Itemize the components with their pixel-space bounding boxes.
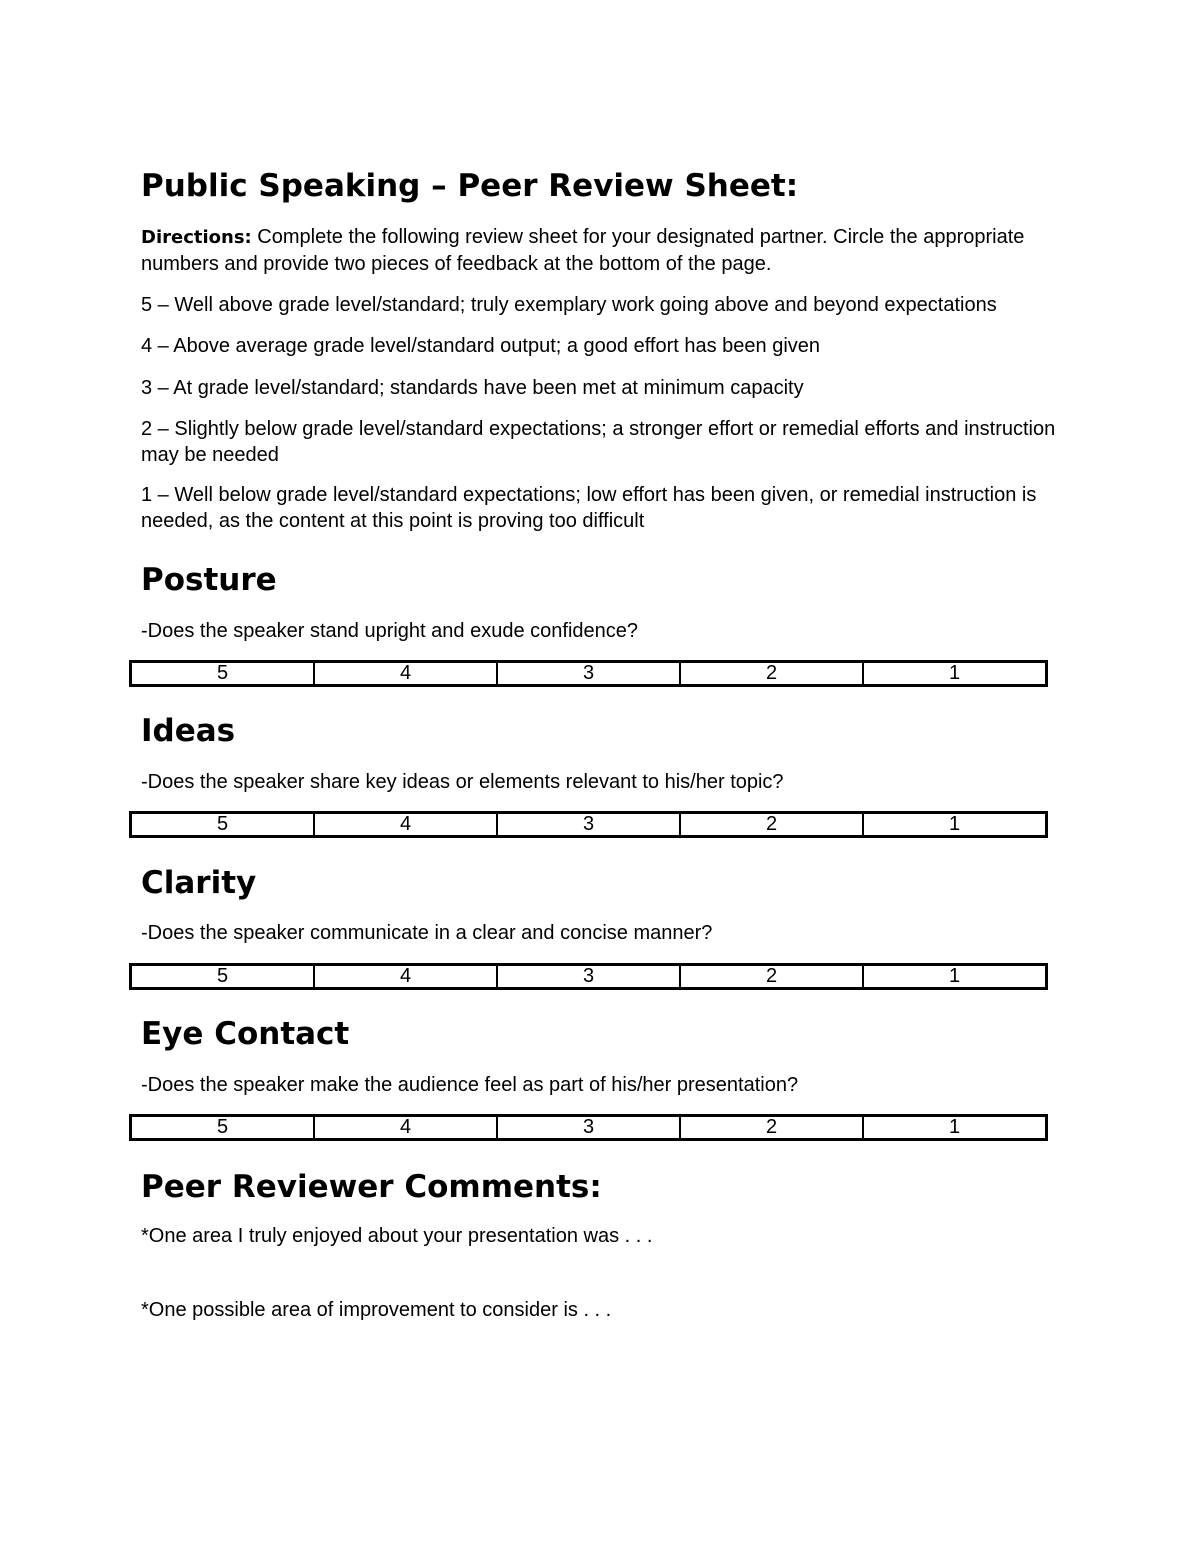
scale-item-1: 1 – Well below grade level/standard expectations; low effort has been given, or remedial instruction is needed, as the content at this point is proving too difficult	[141, 484, 1037, 532]
rating-option-5[interactable]: 5	[132, 663, 315, 684]
rating-option-5[interactable]: 5	[132, 1117, 315, 1138]
scale-item-4: 4 – Above average grade level/standard output; a good effort has been given	[141, 335, 821, 357]
comments-heading: Peer Reviewer Comments:	[141, 1169, 602, 1205]
rating-option-1[interactable]: 1	[948, 813, 961, 835]
rating-option-4[interactable]: 4	[315, 663, 498, 684]
rating-option-3[interactable]: 3	[498, 814, 681, 835]
section-heading-clarity: Clarity	[141, 865, 257, 901]
section-heading-posture: Posture	[141, 562, 277, 598]
rating-table-clarity	[129, 963, 1048, 990]
rating-option-3[interactable]: 3	[498, 663, 681, 684]
rating-option-1[interactable]: 1	[948, 1116, 961, 1138]
rating-option-3[interactable]: 3	[498, 966, 681, 987]
page-title: Public Speaking – Peer Review Sheet:	[141, 168, 799, 204]
rating-option-2[interactable]: 2	[681, 814, 864, 835]
section-question-eye-contact: -Does the speaker make the audience feel as part of his/her presentation?	[141, 1074, 799, 1096]
rating-option-4[interactable]: 4	[315, 1117, 498, 1138]
scale-item-5: 5 – Well above grade level/standard; truly exemplary work going above and beyond expectations	[141, 294, 997, 316]
rating-option-2[interactable]: 2	[681, 1117, 864, 1138]
rating-option-2[interactable]: 2	[681, 663, 864, 684]
comment-prompt-enjoyed: *One area I truly enjoyed about your presentation was . . .	[141, 1225, 653, 1247]
rating-option-5[interactable]: 5	[132, 814, 315, 835]
rating-table-ideas	[129, 811, 1048, 838]
section-question-posture: -Does the speaker stand upright and exude confidence?	[141, 620, 639, 642]
section-heading-eye-contact: Eye Contact	[141, 1016, 350, 1052]
rating-option-1[interactable]: 1	[948, 662, 961, 684]
section-question-ideas: -Does the speaker share key ideas or elements relevant to his/her topic?	[141, 771, 784, 793]
directions-paragraph	[141, 224, 1061, 277]
rating-option-5[interactable]: 5	[132, 966, 315, 987]
rating-option-3[interactable]: 3	[498, 1117, 681, 1138]
section-question-clarity: -Does the speaker communicate in a clear and concise manner?	[141, 922, 713, 944]
directions-label: Directions:	[141, 227, 252, 248]
scale-item-3: 3 – At grade level/standard; standards have been met at minimum capacity	[141, 377, 804, 399]
comment-prompt-improvement: *One possible area of improvement to consider is . . .	[141, 1299, 612, 1321]
rating-option-1[interactable]: 1	[948, 965, 961, 987]
directions-text: Complete the following review sheet for your designated partner. Circle the appropriate numbers and provide two pieces of feedback at the bottom of the page.	[141, 226, 1025, 275]
rating-option-2[interactable]: 2	[681, 966, 864, 987]
scale-item-2: 2 – Slightly below grade level/standard expectations; a stronger effort or remedial efforts and instruction may be needed	[141, 418, 1056, 466]
rating-table-eye-contact	[129, 1114, 1048, 1141]
rating-option-4[interactable]: 4	[315, 966, 498, 987]
section-heading-ideas: Ideas	[141, 713, 236, 749]
rating-option-4[interactable]: 4	[315, 814, 498, 835]
rating-table-posture	[129, 660, 1048, 687]
